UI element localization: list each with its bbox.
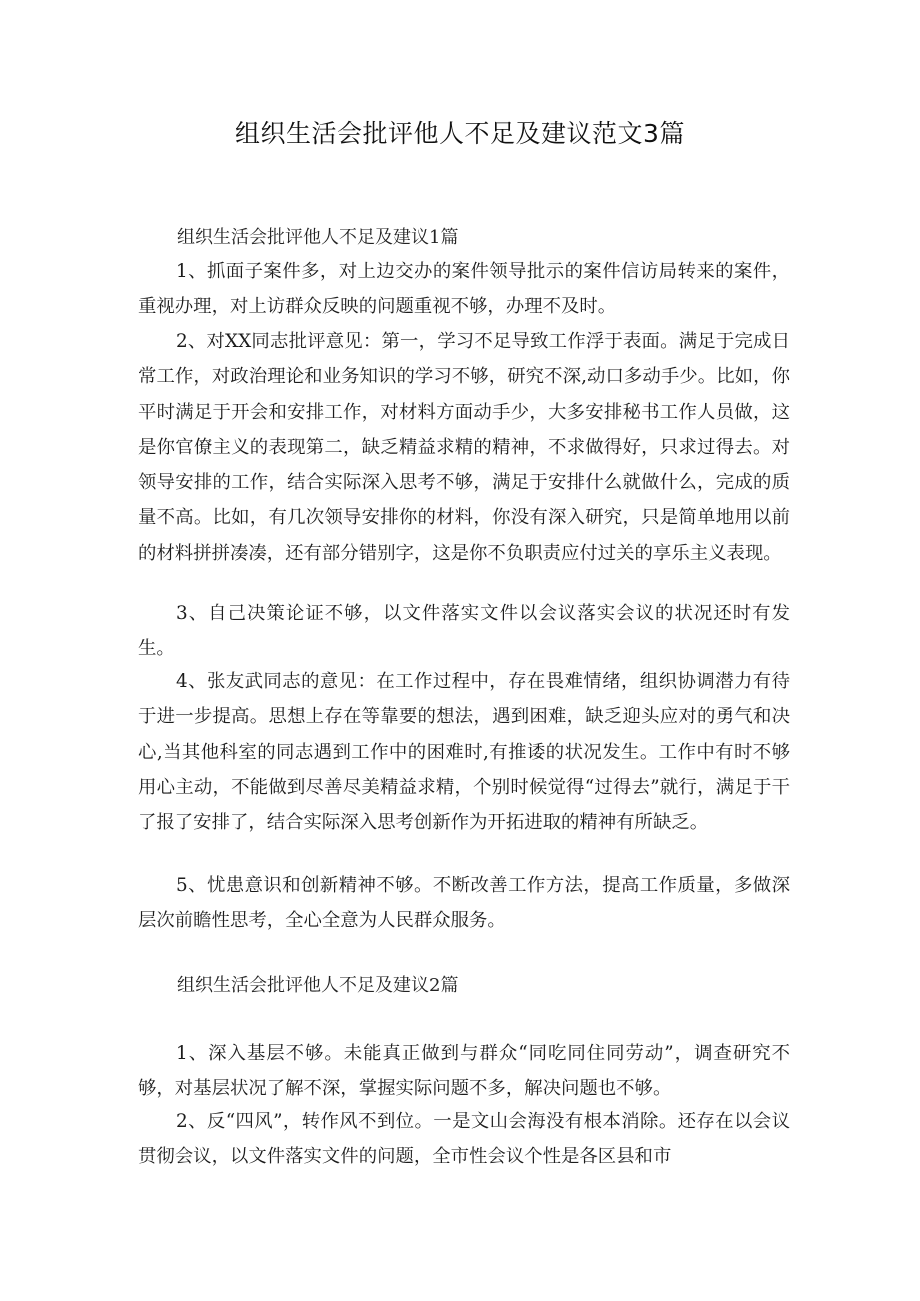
- document-title: 组织生活会批评他人不足及建议范文3篇: [235, 119, 685, 148]
- section-1-paragraph-3: 3、自己决策论证不够，以文件落实文件以会议落实会议的状况还时有发生。: [138, 603, 790, 660]
- section-1-paragraph-4: 4、张友武同志的意见：在工作过程中，存在畏难情绪，组织协调潜力有待于进一步提高。思想上存在等靠要的想法，遇到困难，缺乏迎头应对的勇气和决心,当其他科室的同志遇到工作中的困难时,有推诿的状况发生。工作中有时不够用心主动，不能做到尽善尽美精益求精，个别时候觉得“过得去”就行，满足于干了报了安排了，结合实际深入思考创新作为开拓进取的精神有所缺乏。: [138, 671, 790, 834]
- section-2-paragraph-1: 1、深入基层不够。未能真正做到与群众“同吃同住同劳动”，调查研究不够，对基层状况了解不深，掌握实际问题不多，解决问题也不够。: [138, 1043, 790, 1100]
- section-1-paragraph-1: 1、抓面子案件多，对上边交办的案件领导批示的案件信访局转来的案件，重视办理，对上访群众反映的问题重视不够，办理不及时。: [138, 261, 790, 318]
- section-1-paragraph-2: 2、对XX同志批评意见：第一，学习不足导致工作浮于表面。满足于完成日常工作，对政治理论和业务知识的学习不够，研究不深,动口多动手少。比如，你平时满足于开会和安排工作，对材料方面动手少，大多安排秘书工作人员做，这是你官僚主义的表现第二，缺乏精益求精的精神，不求做得好，只求过得去。对领导安排的工作，结合实际深入思考不够，满足于安排什么就做什么，完成的质量不高。比如，有几次领导安排你的材料，你没有深入研究，只是简单地用以前的材料拼拼凑凑，还有部分错别字，这是你不负职责应付过关的享乐主义表现。: [138, 331, 790, 564]
- section-1-paragraph-5: 5、忧患意识和创新精神不够。不断改善工作方法，提高工作质量，多做深层次前瞻性思考，全心全意为人民群众服务。: [138, 875, 790, 932]
- section-1-heading: 组织生活会批评他人不足及建议1篇: [177, 227, 459, 248]
- section-2-paragraph-2: 2、反“四风”，转作风不到位。一是文山会海没有根本消除。还存在以会议贯彻会议，以文件落实文件的问题，全市性会议个性是各区县和市: [138, 1111, 790, 1168]
- section-2-heading: 组织生活会批评他人不足及建议2篇: [177, 975, 459, 996]
